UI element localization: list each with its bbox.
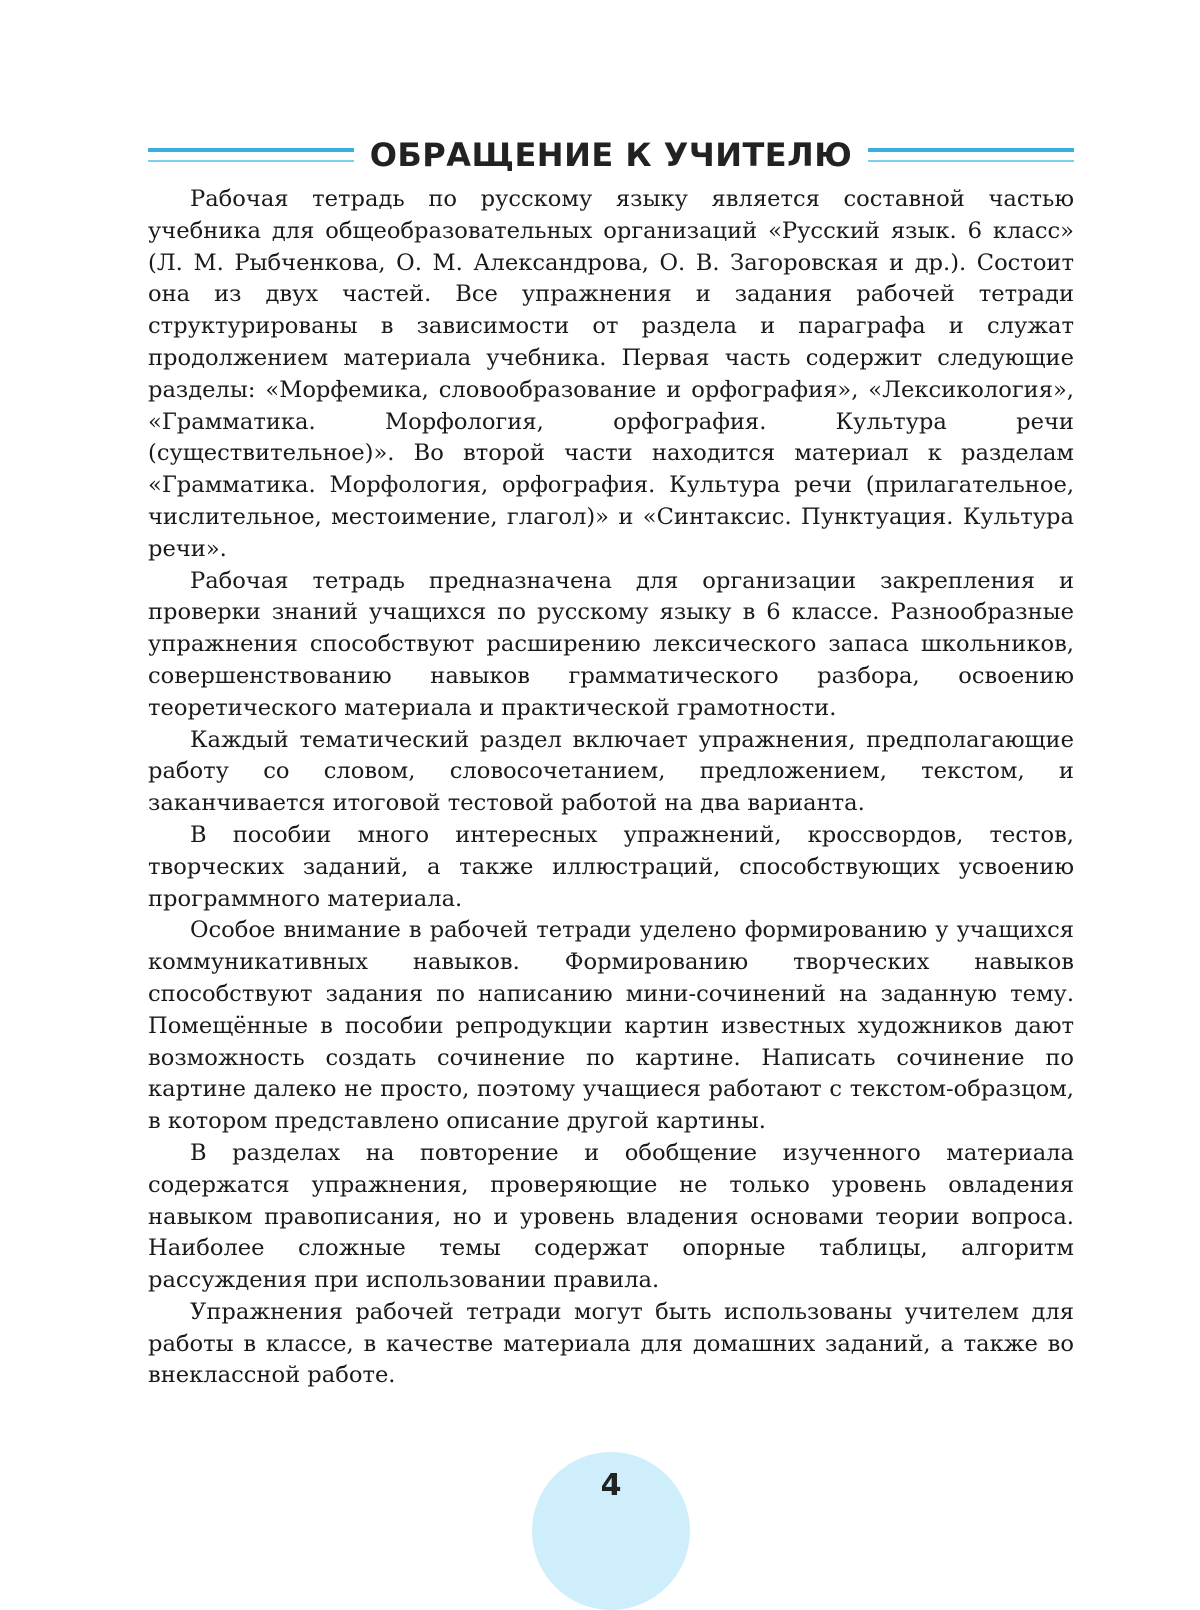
rule-line-thin: [148, 160, 354, 162]
paragraph-5: Особое внимание в рабочей тетради уделено формированию у учащихся коммуникативных навыков. Формированию творческих навыков способствуют задания по написанию мини-сочинений на заданную тему. Помещённые в пособии репродукции картин известных художников дают возможность создать сочинение по картине. Написать сочинение по картине далеко не просто, поэтому учащиеся работают с текстом-образцом, в котором представлено описание другой картины.: [148, 917, 1074, 1135]
paragraph-2: Рабочая тетрадь предназначена для организации закрепления и проверки знаний учащихся по русскому языку в 6 классе. Разнообразные упражнения способствуют расширению лексического запаса школьников, совершенствованию навыков грамматического разбора, освоению теоретического материала и практической грамотности.: [148, 567, 1074, 721]
rule-line-thick: [868, 148, 1074, 152]
header-rule-right: [868, 148, 1074, 162]
rule-line-thick: [148, 148, 354, 152]
paragraph-3: Каждый тематический раздел включает упражнения, предполагающие работу со словом, словосочетанием, предложением, текстом, и заканчивается итоговой тестовой работой на два варианта.: [148, 726, 1074, 817]
paragraph-1: Рабочая тетрадь по русскому языку является составной частью учебника для общеобразовательных организаций «Русский язык. 6 класс» (Л. М. Рыбченкова, О. М. Александрова, О. В. Загоровская и др.). Состоит она из двух частей. Все упражнения и задания рабочей тетради структурированы в зависимости от раздела и параграфа и служат продолжением материала учебника. Первая часть содержит следующие разделы: «Морфемика, словообразование и орфография», «Лексикология», «Грамматика. Морфология, орфография. Культура речи (существительное)». Во второй части находится материал к разделам «Грамматика. Морфология, орфография. Культура речи (прилагательное, числительное, местоимение, глагол)» и «Синтаксис. Пунктуация. Культура речи».: [148, 186, 1074, 562]
page-number: 4: [600, 1468, 622, 1503]
header-rule-left: [148, 148, 354, 162]
rule-line-thin: [868, 160, 1074, 162]
body-text: [148, 184, 1074, 1392]
paragraph-7: Упражнения рабочей тетради могут быть использованы учителем для работы в классе, в качестве материала для домашних заданий, а также во внеклассной работе.: [148, 1298, 1074, 1389]
paragraph-4: В пособии много интересных упражнений, кроссвордов, тестов, творческих заданий, а также иллюстраций, способствующих усвоению программного материала.: [148, 821, 1074, 912]
paragraph-6: В разделах на повторение и обобщение изученного материала содержатся упражнения, проверяющие не только уровень овладения навыком правописания, но и уровень владения основами теории вопроса. Наиболее сложные темы содержат опорные таблицы, алгоритм рассуждения при использовании правила.: [148, 1139, 1074, 1294]
page-title: ОБРАЩЕНИЕ К УЧИТЕЛЮ: [369, 136, 853, 174]
page-header: [148, 130, 1074, 180]
